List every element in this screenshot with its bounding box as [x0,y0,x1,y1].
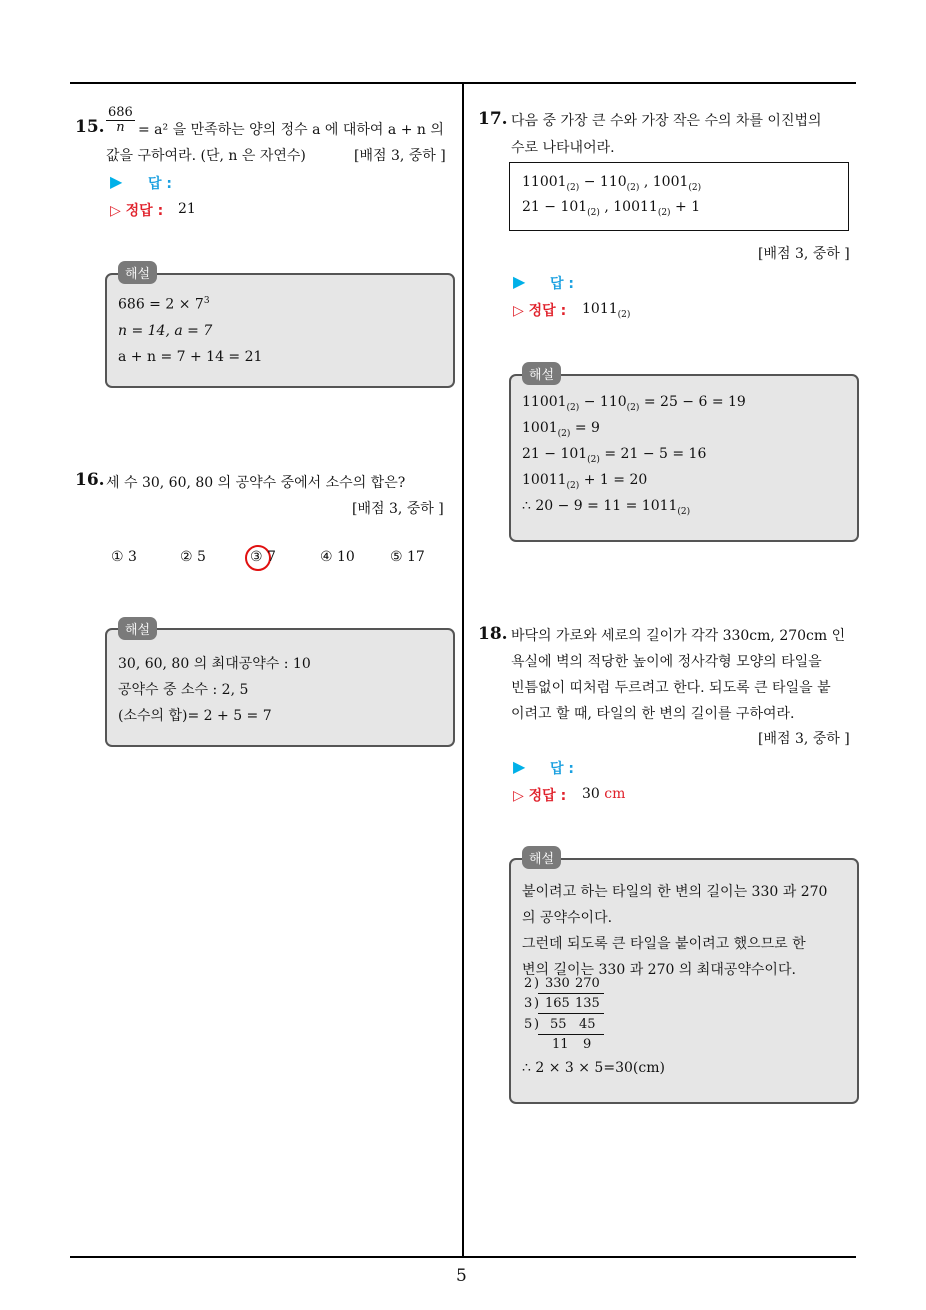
q17-text-line1: 다음 중 가장 큰 수와 가장 작은 수의 차를 이진법의 [511,113,822,129]
q16-text: 세 수 30, 60, 80 의 공약수 중에서 소수의 합은? [106,475,406,491]
q17-number-box [509,162,849,231]
division-bracket-1: ) [534,976,540,991]
q18-exp-line-3: 그런데 되도록 큰 타일을 붙이려고 했으므로 한 [522,936,806,952]
division-final-b: 9 [583,1037,592,1052]
q18-correct-label [513,785,566,805]
q15-score: [배점 3, 중하 ] [354,148,446,164]
q15-answer-arrow-icon: ▶ [110,172,123,191]
q18-answer-label: 답 : [550,761,574,777]
division-rule-1 [538,993,604,994]
q15-explanation-tag: 해설 [118,261,157,284]
division-a-1: 330 [545,976,570,991]
q17-answer-arrow-icon: ▶ [513,272,526,291]
q15-correct-arrow-icon: ▷ [110,203,126,219]
q17-exp-line-1: $11001_{(2)} - 110_{(2)} = 25 - 6 = 19$ [522,394,746,413]
division-a-2: 165 [545,996,570,1011]
q18-correct-value [582,786,625,802]
q17-correct-arrow-icon: ▷ [513,303,529,319]
q18-score: [배점 3, 중하 ] [758,731,850,747]
q18-correct-number: 30 [582,786,600,802]
bottom-rule [70,1256,856,1258]
q18-exp-line-1: 붙이려고 하는 타일의 한 변의 길이는 330 과 270 [522,884,828,900]
q16-explanation-tag: 해설 [118,617,157,640]
q15-frac-num: 686 [108,105,133,120]
q18-correct-text: 정답 : [528,788,567,804]
division-rule-2 [538,1013,604,1014]
q18-conclusion: ∴ 2 × 3 × 5=30(cm) [522,1060,665,1076]
division-bracket-2: ) [534,996,540,1011]
q17-correct-number: 1011 [582,301,618,317]
q15-text-line2: 값을 구하여라. (단, n 은 자연수) [106,148,306,164]
division-final-a: 11 [552,1037,569,1052]
q15-answer-label: 답 : [148,176,172,192]
q17-score: [배점 3, 중하 ] [758,246,850,262]
division-bracket-3: ) [534,1017,540,1032]
q17-explanation-tag: 해설 [522,362,561,385]
column-divider [462,82,464,1257]
q18-answer-arrow-icon: ▶ [513,757,526,776]
division-divisor-1: 2 [524,976,533,991]
q17-number: 17. [478,109,508,129]
q15-correct-text: 정답 : [125,203,164,219]
q18-text-line1: 바닥의 가로와 세로의 길이가 각각 330cm, 270cm 인 [511,628,846,644]
q18-correct-arrow-icon: ▷ [513,788,529,804]
q16-choice-2[interactable]: ② 5 [180,549,206,565]
q16-choice-5[interactable]: ⑤ 17 [390,549,425,565]
q15-number: 15. [75,117,105,137]
q17-correct-label [513,300,566,320]
q18-text-line4: 이려고 할 때, 타일의 한 변의 길이를 구하여라. [511,706,795,722]
q15-frac-den: n [116,120,125,135]
q17-box-line1: $11001_{(2)} - 110_{(2)}$ , $1001_{(2)}$ [522,174,702,193]
q16-exp-line-1: 30, 60, 80 의 최대공약수 : 10 [118,656,311,672]
q16-score: [배점 3, 중하 ] [352,501,444,517]
q15-exp-line-1: $686 = 2 \times 7^3$ [118,296,210,313]
q18-correct-unit: cm [604,786,626,802]
q16-number: 16. [75,470,105,490]
division-a-3: 55 [550,1017,567,1032]
q16-exp-line-2: 공약수 중 소수 : 2, 5 [118,682,249,698]
q18-explanation-tag: 해설 [522,846,561,869]
q15-fraction [106,106,135,135]
q16-exp-line-3: (소수의 합)= 2 + 5 = 7 [118,708,272,724]
q17-exp-line-2: $1001_{(2)} = 9$ [522,420,600,439]
q17-correct-text: 정답 : [528,303,567,319]
q15-text-line1: = a² 을 만족하는 양의 정수 a 에 대하여 a + n 의 [138,122,444,138]
q17-correct-value: $1011_{(2)}$ [582,301,631,320]
q15-correct-value: 21 [178,201,196,217]
page-number: 5 [456,1266,467,1286]
q17-exp-line-5: ∴ $20 - 9 = 11 = 1011_{(2)}$ [522,498,691,517]
q18-exp-line-2: 의 공약수이다. [522,910,613,926]
division-b-2: 135 [575,996,600,1011]
q16-choice-1[interactable]: ① 3 [111,549,137,565]
q15-exp-line-3: a + n = 7 + 14 = 21 [118,349,263,365]
q16-choice-4[interactable]: ④ 10 [320,549,355,565]
q17-exp-line-4: $10011_{(2)} + 1 = 20$ [522,472,648,491]
q17-exp-line-3: $21 - 101_{(2)} = 21 - 5 = 16$ [522,446,707,465]
q18-exp-line-4: 변의 길이는 330 과 270 의 최대공약수이다. [522,962,796,978]
division-rule-3 [538,1034,604,1035]
q18-text-line2: 욕실에 벽의 적당한 높이에 정사각형 모양의 타일을 [511,654,822,670]
q18-number: 18. [478,624,508,644]
division-divisor-3: 5 [524,1017,533,1032]
q16-choice-3[interactable]: ③ 7 [250,549,276,565]
q15-correct-label [110,200,163,220]
q18-text-line3: 빈틈없이 띠처럼 두르려고 한다. 되도록 큰 타일을 붙 [511,680,831,696]
q17-answer-label: 답 : [550,276,574,292]
division-b-1: 270 [575,976,600,991]
q17-text-line2: 수로 나타내어라. [511,140,615,156]
q15-exp-line-2: n = 14, a = 7 [118,323,213,339]
division-b-3: 45 [579,1017,596,1032]
q17-box-line2: $21 - 101_{(2)}$ , $10011_{(2)} + 1$ [522,199,701,218]
division-divisor-2: 3 [524,996,533,1011]
